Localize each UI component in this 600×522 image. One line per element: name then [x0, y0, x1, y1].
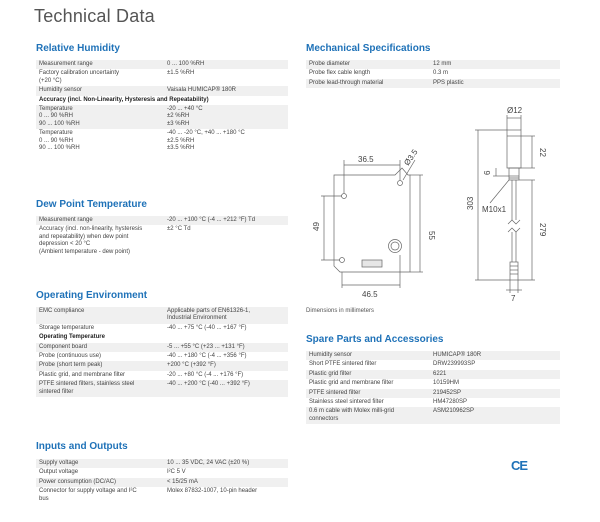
table-row [36, 371, 288, 380]
row-label: Connector for supply voltage and I²C bus [36, 487, 164, 504]
row-label: Temperature 0 ... 90 %RH 90 ... 100 %RH [36, 105, 164, 129]
table-row [306, 69, 560, 78]
row-label: PTFE sintered filter [306, 389, 430, 398]
row-label: Temperature 0 ... 90 %RH 90 ... 100 %RH [36, 129, 164, 153]
row-label: Probe (continuous use) [36, 352, 164, 361]
row-value: -40 ... +180 °C (-4 ... +356 °F) [164, 352, 288, 361]
table-row [306, 379, 560, 388]
table-row [306, 389, 560, 398]
row-value: 0.3 m [430, 69, 560, 78]
row-value: ±1.5 %RH [164, 69, 288, 86]
row-label: Humidity sensor [36, 86, 164, 95]
dimension-drawing [300, 100, 590, 315]
table-row [36, 361, 288, 370]
row-label: Plastic grid and membrane filter [306, 379, 430, 388]
table-row [306, 370, 560, 379]
row-label: Storage temperature [36, 324, 164, 333]
dim-46-5: 46.5 [362, 290, 378, 299]
dim-303: 303 [466, 196, 475, 210]
table-row [306, 398, 560, 407]
dimensions-note: Dimensions in millimeters [306, 308, 375, 314]
mechanical-specifications-heading: Mechanical Specifications [306, 43, 431, 54]
row-value: -5 ... +55 °C (+23 ... +131 °F) [164, 343, 288, 352]
operating-environment-table [36, 307, 288, 397]
row-value: 12 mm [430, 60, 560, 69]
ce-mark-logo: CE [511, 458, 528, 473]
table-row [36, 380, 288, 397]
row-label: PTFE sintered filters, stainless steel sintered filter [36, 380, 164, 397]
row-label: Probe diameter [306, 60, 430, 69]
table-row [306, 351, 560, 360]
table-row [36, 487, 288, 504]
page-title: Technical Data [34, 6, 155, 26]
subheading: Operating Temperature [36, 333, 288, 342]
table-row [306, 60, 560, 69]
row-label: Output voltage [36, 468, 164, 477]
spare-parts-heading: Spare Parts and Accessories [306, 334, 444, 345]
row-value: 10 ... 35 VDC, 24 VAC (±20 %) [164, 459, 288, 468]
dim-7: 7 [511, 294, 516, 303]
mechanical-specifications-table [306, 60, 560, 88]
table-row [36, 307, 288, 324]
row-label: Power consumption (DC/AC) [36, 478, 164, 487]
row-value: I²C 5 V [164, 468, 288, 477]
table-row [306, 79, 560, 88]
table-row [36, 468, 288, 477]
table-row [36, 105, 288, 129]
spare-parts-table [306, 351, 560, 424]
row-value: ASM210962SP [430, 407, 560, 424]
row-value: Applicable parts of EN61326-1, Industrial Environment [164, 307, 288, 324]
subheading-row [36, 96, 288, 105]
row-label: Probe lead-through material [306, 79, 430, 88]
inputs-outputs-heading: Inputs and Outputs [36, 441, 128, 452]
row-value: Vaisala HUMICAP® 180R [164, 86, 288, 95]
row-label: Measurement range [36, 216, 164, 225]
dew-point-table [36, 216, 288, 257]
row-value: 6221 [430, 370, 560, 379]
row-value: HM47280SP [430, 398, 560, 407]
row-label: Plastic grid filter [306, 370, 430, 379]
dim-phi-12: Ø12 [507, 106, 523, 115]
relative-humidity-heading: Relative Humidity [36, 43, 120, 54]
operating-environment-heading: Operating Environment [36, 290, 148, 301]
dim-phi-3-5: Ø3.5 [402, 147, 420, 168]
dim-m10x1: M10x1 [482, 205, 507, 214]
dim-6: 6 [483, 170, 492, 175]
row-value: < 15/25 mA [164, 478, 288, 487]
relative-humidity-table [36, 60, 288, 153]
row-label: EMC compliance [36, 307, 164, 324]
row-label: Measurement range [36, 60, 164, 69]
table-row [36, 324, 288, 333]
table-row [36, 216, 288, 225]
row-label: Probe (short term peak) [36, 361, 164, 370]
row-value: 0 ... 100 %RH [164, 60, 288, 69]
inputs-outputs-table [36, 459, 288, 504]
row-value: PPS plastic [430, 79, 560, 88]
row-value: -20 ... +40 °C ±2 %RH ±3 %RH [164, 105, 288, 129]
table-row [36, 69, 288, 86]
row-value: -20 ... +80 °C (-4 ... +176 °F) [164, 371, 288, 380]
subheading-row [36, 333, 288, 342]
row-label: Short PTFE sintered filter [306, 360, 430, 369]
row-label: Plastic grid, and membrane filter [36, 371, 164, 380]
table-row [36, 60, 288, 69]
row-label: Accuracy (incl. non-linearity, hysteresis and repeatability) when dew point depression < 20 °C (Ambient temperature - dew point) [36, 225, 164, 257]
row-value: Molex 87832-1007, 10-pin header [164, 487, 288, 504]
table-row [36, 225, 288, 257]
row-value: 10159HM [430, 379, 560, 388]
row-label: Supply voltage [36, 459, 164, 468]
row-label: Factory calibration uncertainty (+20 °C) [36, 69, 164, 86]
row-value: ±2 °C Td [164, 225, 288, 257]
table-row [36, 459, 288, 468]
row-label: 0.6 m cable with Molex milli-grid connectors [306, 407, 430, 424]
dim-22: 22 [538, 148, 547, 157]
row-value: -20 ... +100 °C (-4 ... +212 °F) Td [164, 216, 288, 225]
dim-55: 55 [427, 231, 436, 240]
row-value: 219452SP [430, 389, 560, 398]
row-label: Humidity sensor [306, 351, 430, 360]
dew-point-heading: Dew Point Temperature [36, 199, 147, 210]
board-outline [334, 168, 410, 272]
dim-279: 279 [538, 223, 547, 237]
table-row [36, 352, 288, 361]
table-row [306, 407, 560, 424]
row-value: -40 ... -20 °C, +40 ... +180 °C ±2.5 %RH ±3.5 %RH [164, 129, 288, 153]
row-value: -40 ... +200 °C (-40 ... +392 °F) [164, 380, 288, 397]
row-value: +200 °C (+392 °F) [164, 361, 288, 370]
table-row [36, 86, 288, 95]
table-row [36, 343, 288, 352]
table-row [306, 360, 560, 369]
dim-36-5: 36.5 [358, 155, 374, 164]
row-label: Stainless steel sintered filter [306, 398, 430, 407]
table-row [36, 478, 288, 487]
subheading: Accuracy (incl. Non-Linearity, Hysteresis and Repeatability) [36, 96, 288, 105]
row-value: HUMICAP® 180R [430, 351, 560, 360]
row-label: Probe flex cable length [306, 69, 430, 78]
row-value: DRW239993SP [430, 360, 560, 369]
table-row [36, 129, 288, 153]
dim-49: 49 [312, 222, 321, 231]
row-value: -40 ... +75 °C (-40 ... +167 °F) [164, 324, 288, 333]
row-label: Component board [36, 343, 164, 352]
